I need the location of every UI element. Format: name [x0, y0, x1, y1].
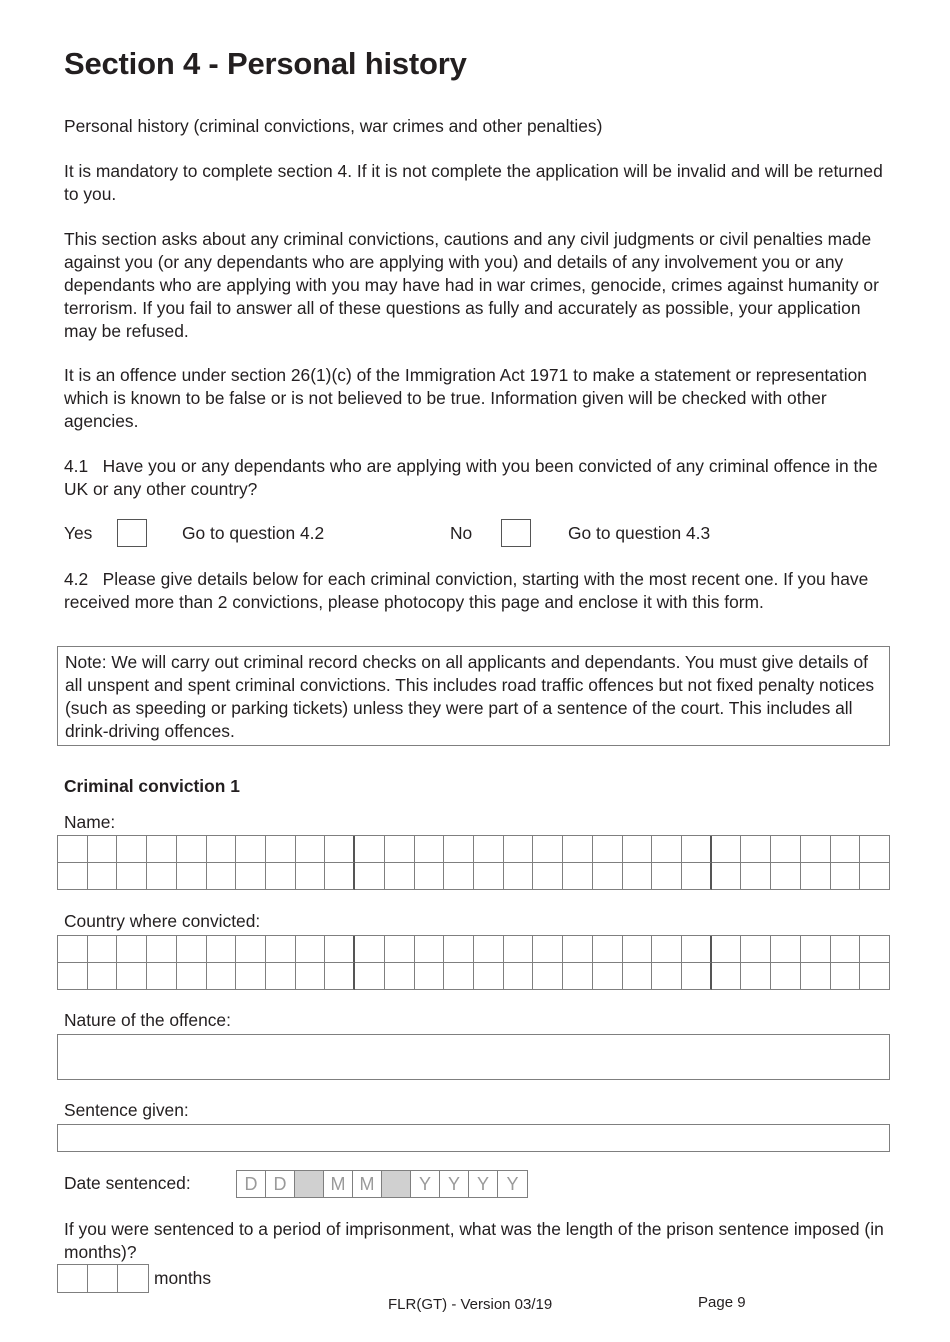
char-box[interactable] — [325, 836, 355, 863]
name-label: Name: — [64, 812, 116, 832]
char-box[interactable] — [801, 836, 831, 863]
date-separator — [382, 1171, 411, 1197]
char-box[interactable] — [504, 936, 534, 963]
char-box[interactable] — [682, 936, 712, 963]
char-box[interactable] — [712, 863, 742, 890]
months-digit[interactable] — [58, 1265, 88, 1292]
country-label: Country where convicted: — [64, 911, 261, 931]
char-box[interactable] — [801, 863, 831, 890]
char-box[interactable] — [771, 963, 801, 990]
char-box[interactable] — [712, 836, 742, 863]
char-box[interactable] — [296, 963, 326, 990]
char-box[interactable] — [831, 963, 861, 990]
conviction-heading: Criminal conviction 1 — [64, 776, 240, 796]
char-box[interactable] — [325, 863, 355, 890]
offence-warning: It is an offence under section 26(1)(c) of the Immigration Act 1971 to make a statement or representation which is known to be false or is not believed to be true. Information given will be checked with other agencies. — [64, 365, 867, 431]
char-box[interactable] — [860, 836, 890, 863]
char-box[interactable] — [771, 863, 801, 890]
char-box[interactable] — [385, 863, 415, 890]
name-input-grid[interactable] — [57, 835, 890, 890]
months-digit[interactable] — [88, 1265, 118, 1292]
char-box[interactable] — [207, 863, 237, 890]
month-digit-1[interactable]: M — [324, 1171, 353, 1197]
char-box[interactable] — [355, 936, 385, 963]
char-box[interactable] — [712, 963, 742, 990]
char-box[interactable] — [593, 963, 623, 990]
char-box[interactable] — [741, 863, 771, 890]
char-box[interactable] — [563, 836, 593, 863]
char-box[interactable] — [593, 863, 623, 890]
char-box[interactable] — [623, 936, 653, 963]
char-box[interactable] — [444, 863, 474, 890]
char-box[interactable] — [771, 936, 801, 963]
char-box[interactable] — [444, 836, 474, 863]
char-box[interactable] — [147, 936, 177, 963]
char-box[interactable] — [860, 936, 890, 963]
char-box[interactable] — [771, 836, 801, 863]
page-title: Section 4 - Personal history — [64, 46, 467, 81]
char-box[interactable] — [652, 863, 682, 890]
char-box[interactable] — [563, 863, 593, 890]
char-box[interactable] — [236, 963, 266, 990]
char-box[interactable] — [415, 863, 445, 890]
char-box[interactable] — [58, 863, 88, 890]
char-box[interactable] — [563, 936, 593, 963]
char-box[interactable] — [801, 936, 831, 963]
months-digit[interactable] — [118, 1265, 148, 1292]
intro-heading: Personal history (criminal convictions, war crimes and other penalties) — [64, 116, 603, 136]
char-box[interactable] — [563, 963, 593, 990]
char-box[interactable] — [117, 863, 147, 890]
char-box[interactable] — [296, 836, 326, 863]
section-description: This section asks about any criminal convictions, cautions and any civil judgments or civil penalties made against you (or any dependants who are applying with you) and details of any involvement you or any dependants who are applying with you may have had in war crimes, genocide, crimes against humanity or terrorism. If you fail to answer all of these questions as fully and accurately as possible, your application may be refused. — [64, 229, 879, 341]
char-box[interactable] — [801, 963, 831, 990]
offence-label: Nature of the offence: — [64, 1010, 231, 1030]
no-checkbox[interactable] — [501, 519, 531, 547]
char-box[interactable] — [652, 963, 682, 990]
months-label: months — [154, 1268, 212, 1288]
char-box[interactable] — [682, 863, 712, 890]
char-box[interactable] — [147, 963, 177, 990]
char-box[interactable] — [623, 963, 653, 990]
char-box[interactable] — [385, 836, 415, 863]
yes-label: Yes — [64, 523, 93, 543]
char-box[interactable] — [236, 836, 266, 863]
char-box[interactable] — [207, 963, 237, 990]
char-box[interactable] — [207, 836, 237, 863]
char-box[interactable] — [474, 936, 504, 963]
char-box[interactable] — [741, 836, 771, 863]
char-box[interactable] — [623, 863, 653, 890]
char-box[interactable] — [444, 936, 474, 963]
question-4-2: 4.2 Please give details below for each criminal conviction, starting with the most recent one. If you have received more than 2 convictions, please photocopy this page and enclose it with this form. — [64, 569, 869, 612]
char-box[interactable] — [593, 836, 623, 863]
yes-goto-label: Go to question 4.2 — [182, 523, 325, 543]
char-box[interactable] — [415, 936, 445, 963]
char-box[interactable] — [415, 836, 445, 863]
char-box[interactable] — [712, 936, 742, 963]
char-box[interactable] — [504, 836, 534, 863]
char-box[interactable] — [58, 963, 88, 990]
country-input-grid[interactable] — [57, 935, 890, 990]
char-box[interactable] — [266, 936, 296, 963]
char-box[interactable] — [593, 936, 623, 963]
date-sentenced-input[interactable] — [236, 1170, 528, 1198]
char-box[interactable] — [296, 936, 326, 963]
criminal-record-note: Note: We will carry out criminal record checks on all applicants and dependants. You must give details of all unspent and spent criminal convictions. This includes road traffic offences but not fixed penalty notices (such as speeding or parking tickets) unless they were part of a sentence of the court. This includes all drink-driving offences. — [57, 646, 890, 746]
char-box[interactable] — [325, 963, 355, 990]
char-box[interactable] — [177, 963, 207, 990]
char-box[interactable] — [177, 836, 207, 863]
char-box[interactable] — [860, 963, 890, 990]
no-label: No — [450, 523, 473, 543]
prison-question: If you were sentenced to a period of imprisonment, what was the length of the prison sentence imposed (in months)? — [64, 1219, 884, 1262]
char-box[interactable] — [88, 836, 118, 863]
sentence-input[interactable] — [57, 1124, 890, 1152]
prison-months-input[interactable] — [57, 1264, 149, 1293]
sentence-label: Sentence given: — [64, 1100, 189, 1120]
char-box[interactable] — [58, 936, 88, 963]
char-box[interactable] — [117, 836, 147, 863]
offence-input[interactable] — [57, 1034, 890, 1080]
char-box[interactable] — [504, 863, 534, 890]
year-digit-4[interactable]: Y — [506, 1174, 519, 1194]
char-box[interactable] — [355, 836, 385, 863]
page-number: Page 9 — [698, 1294, 746, 1311]
char-box[interactable] — [444, 963, 474, 990]
day-digit-2[interactable]: D — [266, 1171, 295, 1197]
char-box[interactable] — [88, 863, 118, 890]
question-4-1: 4.1 Have you or any dependants who are applying with you been convicted of any criminal offence in the UK or any other country? — [64, 456, 878, 499]
yes-checkbox[interactable] — [117, 519, 147, 547]
char-box[interactable] — [474, 863, 504, 890]
char-box[interactable] — [533, 863, 563, 890]
char-box[interactable] — [236, 936, 266, 963]
char-box[interactable] — [533, 963, 563, 990]
form-version: FLR(GT) - Version 03/19 — [388, 1296, 553, 1313]
char-box[interactable] — [652, 836, 682, 863]
char-box[interactable] — [355, 863, 385, 890]
char-box[interactable] — [415, 963, 445, 990]
char-box[interactable] — [831, 836, 861, 863]
char-box[interactable] — [117, 963, 147, 990]
char-box[interactable] — [504, 963, 534, 990]
char-box[interactable] — [860, 863, 890, 890]
char-box[interactable] — [355, 963, 385, 990]
year-digit-2[interactable]: Y — [440, 1171, 469, 1197]
char-box[interactable] — [682, 836, 712, 863]
char-box[interactable] — [88, 936, 118, 963]
char-box[interactable] — [474, 836, 504, 863]
char-box[interactable] — [147, 863, 177, 890]
char-box[interactable] — [236, 863, 266, 890]
char-box[interactable] — [177, 936, 207, 963]
mandatory-notice: It is mandatory to complete section 4. If it is not complete the application will be invalid and will be returned to you. — [64, 161, 883, 204]
char-box[interactable] — [177, 863, 207, 890]
no-goto-label: Go to question 4.3 — [568, 523, 711, 543]
year-digit-1[interactable]: Y — [411, 1171, 440, 1197]
char-box[interactable] — [533, 936, 563, 963]
char-box[interactable] — [266, 863, 296, 890]
char-box[interactable] — [652, 936, 682, 963]
char-box[interactable] — [533, 836, 563, 863]
char-box[interactable] — [474, 963, 504, 990]
char-box[interactable] — [266, 836, 296, 863]
year-digit-3[interactable]: Y — [469, 1171, 498, 1197]
char-box[interactable] — [207, 936, 237, 963]
char-box[interactable] — [58, 836, 88, 863]
char-box[interactable] — [385, 936, 415, 963]
char-box[interactable] — [741, 963, 771, 990]
month-digit-2[interactable]: M — [353, 1171, 382, 1197]
char-box[interactable] — [117, 936, 147, 963]
date-separator — [295, 1171, 324, 1197]
char-box[interactable] — [325, 936, 355, 963]
day-digit-1[interactable]: D — [237, 1171, 266, 1197]
char-box[interactable] — [682, 963, 712, 990]
char-box[interactable] — [831, 936, 861, 963]
char-box[interactable] — [88, 963, 118, 990]
char-box[interactable] — [266, 963, 296, 990]
date-label: Date sentenced: — [64, 1173, 191, 1193]
char-box[interactable] — [147, 836, 177, 863]
char-box[interactable] — [741, 936, 771, 963]
char-box[interactable] — [831, 863, 861, 890]
char-box[interactable] — [296, 863, 326, 890]
char-box[interactable] — [623, 836, 653, 863]
char-box[interactable] — [385, 963, 415, 990]
